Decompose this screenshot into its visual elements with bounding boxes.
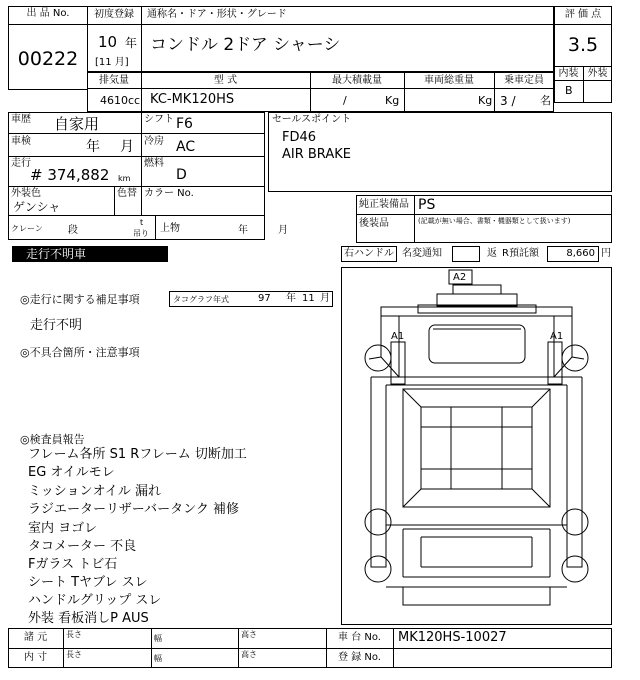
reg-divider [141, 6, 142, 72]
not-running-banner: 走行不明車 [12, 246, 168, 262]
fuel-label: 燃料 [144, 158, 164, 169]
inspector-line-4: ラジエーターリザーバータンク 補修 [28, 502, 239, 517]
specs-label: 諸 元 [23, 632, 48, 643]
inspector-line-10: 外装 看板消しP AUS [28, 611, 149, 626]
name-change-box [452, 246, 480, 262]
inspector-line-1: フレーム各所 S1 Rフレーム 切断加工 [28, 447, 247, 462]
details-row-2 [8, 156, 265, 157]
sales-line-1: FD46 [282, 130, 317, 145]
chassis-value: MK120HS-10027 [398, 630, 507, 645]
genuine-label: 純正装備品 [359, 199, 409, 210]
r-deposit-label: R預託額 [502, 248, 539, 259]
lot-label: 出 品 No. [26, 8, 70, 19]
details-row-1 [8, 133, 265, 134]
reg-label: 初度登録 [94, 9, 134, 20]
crane-lift: 吊り [133, 229, 149, 238]
mileage-unit: km [118, 174, 131, 183]
inspection-label: 車検 [11, 136, 31, 147]
color-value: ゲンシャ [13, 200, 61, 214]
tacho-year: 97 [258, 293, 271, 304]
equipment-divider [356, 214, 612, 215]
mark-a2: A2 [453, 272, 467, 283]
aftermarket-label: 後装品 [359, 218, 389, 229]
reg-year: 10 [98, 33, 118, 51]
mark-a1-left: A1 [391, 331, 405, 342]
ac-label: 冷房 [144, 136, 164, 147]
displacement: 4610 [100, 94, 128, 107]
details-row-4 [8, 215, 265, 216]
return-label: 返 [487, 248, 497, 259]
aftermarket-note: (記載が無い場合、書類・機器類として扱います) [418, 217, 571, 225]
footer-col-3 [238, 628, 239, 668]
details-row-3 [8, 186, 265, 187]
name-change-label: 名変通知 [402, 248, 442, 259]
inspector-line-5: 室内 ヨゴレ [28, 521, 98, 536]
running-title: ◎走行に関する補足事項 [20, 293, 140, 306]
upper-label: 上物 [160, 223, 180, 234]
shift-label: シフト [144, 114, 174, 125]
reg-year-unit: 年 [125, 36, 138, 50]
color-no-label: カラー No. [144, 188, 194, 199]
interior-length-label: 長さ [66, 650, 82, 659]
spec-divider [87, 88, 554, 89]
car-name: コンドル 2ドア シャーシ [150, 35, 341, 55]
inspector-line-7: Fガラス トビ石 [28, 557, 118, 572]
inspector-line-8: シート Tヤブレ スレ [28, 575, 148, 590]
reg-month: [11 月] [95, 57, 129, 68]
max-load-unit: Kg [385, 94, 400, 107]
shift-value: F6 [176, 116, 193, 132]
interior-dims-label: 内 寸 [23, 652, 48, 663]
color-label: 外装色 [11, 188, 41, 199]
specs-length-label: 長さ [66, 630, 82, 639]
truck-diagram [341, 267, 612, 625]
lot-divider [8, 24, 88, 25]
color-code-label: 色替 [117, 188, 137, 199]
mark-a1-right: A1 [550, 331, 564, 342]
capacity: 3 / [500, 94, 516, 108]
running-note: 走行不明 [30, 318, 83, 333]
chassis-label: 車 台 No. [338, 632, 381, 643]
details-col-3 [141, 186, 142, 215]
title-divider [87, 24, 554, 25]
specs-height-label: 高さ [241, 630, 257, 639]
max-load: / [343, 94, 347, 107]
model-code: KC-MK120HS [150, 92, 235, 107]
model-label: 型 式 [213, 75, 238, 86]
grade-divider-1 [554, 24, 612, 25]
right-hand-label: 右ハンドル [344, 248, 394, 259]
tacho-month-unit: 月 [320, 293, 330, 304]
displacement-unit: cc [128, 94, 141, 107]
genuine-value: PS [418, 197, 436, 213]
tacho-label: タコグラフ年式 [173, 295, 229, 304]
gross-weight-label: 車両総重量 [424, 75, 474, 86]
capacity-unit: 名 [540, 94, 551, 107]
interior-grade: B [565, 84, 573, 97]
fuel-value: D [176, 167, 187, 183]
tacho-year-unit: 年 [286, 293, 296, 304]
reg-no-label: 登 録 No. [338, 652, 381, 663]
inspector-line-3: ミッションオイル 漏れ [28, 484, 161, 499]
interior-height-label: 高さ [241, 650, 257, 659]
footer-col-2 [151, 628, 152, 668]
sales-line-2: AIR BRAKE [282, 147, 351, 162]
gross-weight-unit: Kg [478, 94, 493, 107]
tacho-month: 11 [302, 293, 315, 304]
capacity-label: 乗車定員 [504, 75, 544, 86]
lot-number: 00222 [17, 48, 79, 70]
name-label: 通称名・ドア・形状・グレード [147, 9, 287, 20]
exterior-grade-label: 外装 [587, 68, 608, 79]
inspector-line-2: EG オイルモレ [28, 465, 115, 480]
upper-year: 年 [238, 225, 248, 236]
footer-divider [8, 648, 612, 649]
footer-col-5 [393, 628, 394, 668]
defects-title: ◎不具合箇所・注意事項 [20, 346, 140, 359]
mileage-label: 走行 [11, 158, 31, 169]
interior-width-label: 幅 [154, 654, 162, 663]
history-value: 自家用 [54, 115, 100, 133]
equipment-col [414, 195, 415, 243]
r-deposit-unit: 円 [601, 248, 611, 259]
displacement-label: 排気量 [99, 75, 129, 86]
mileage-value: # 374,882 [30, 166, 110, 184]
r-deposit-value: 8,660 [566, 248, 595, 259]
details-col-1 [141, 112, 142, 186]
inspector-title: ◎検査員報告 [20, 433, 85, 446]
inspection-year: 年 [86, 139, 100, 155]
upper-month: 月 [278, 225, 288, 236]
interior-grade-label: 内装 [558, 68, 579, 79]
details-col-2 [114, 186, 115, 215]
sales-label: セールスポイント [272, 114, 352, 125]
inspection-month: 月 [120, 139, 134, 155]
crane-label: クレーン [11, 224, 43, 233]
grade-value: 3.5 [567, 34, 599, 56]
footer-col-1 [63, 628, 64, 668]
crane-step: 段 [68, 225, 78, 236]
ac-value: AC [176, 139, 196, 155]
specs-width-label: 幅 [154, 634, 162, 643]
grade-label: 評 価 点 [564, 9, 602, 20]
crane-ton: t [140, 218, 144, 227]
max-load-label: 最大積載量 [332, 75, 382, 86]
history-label: 車歴 [11, 114, 31, 125]
details-col-4 [155, 215, 156, 240]
inspector-line-6: タコメーター 不良 [28, 539, 137, 554]
inspector-line-9: ハンドルグリップ スレ [28, 593, 162, 608]
